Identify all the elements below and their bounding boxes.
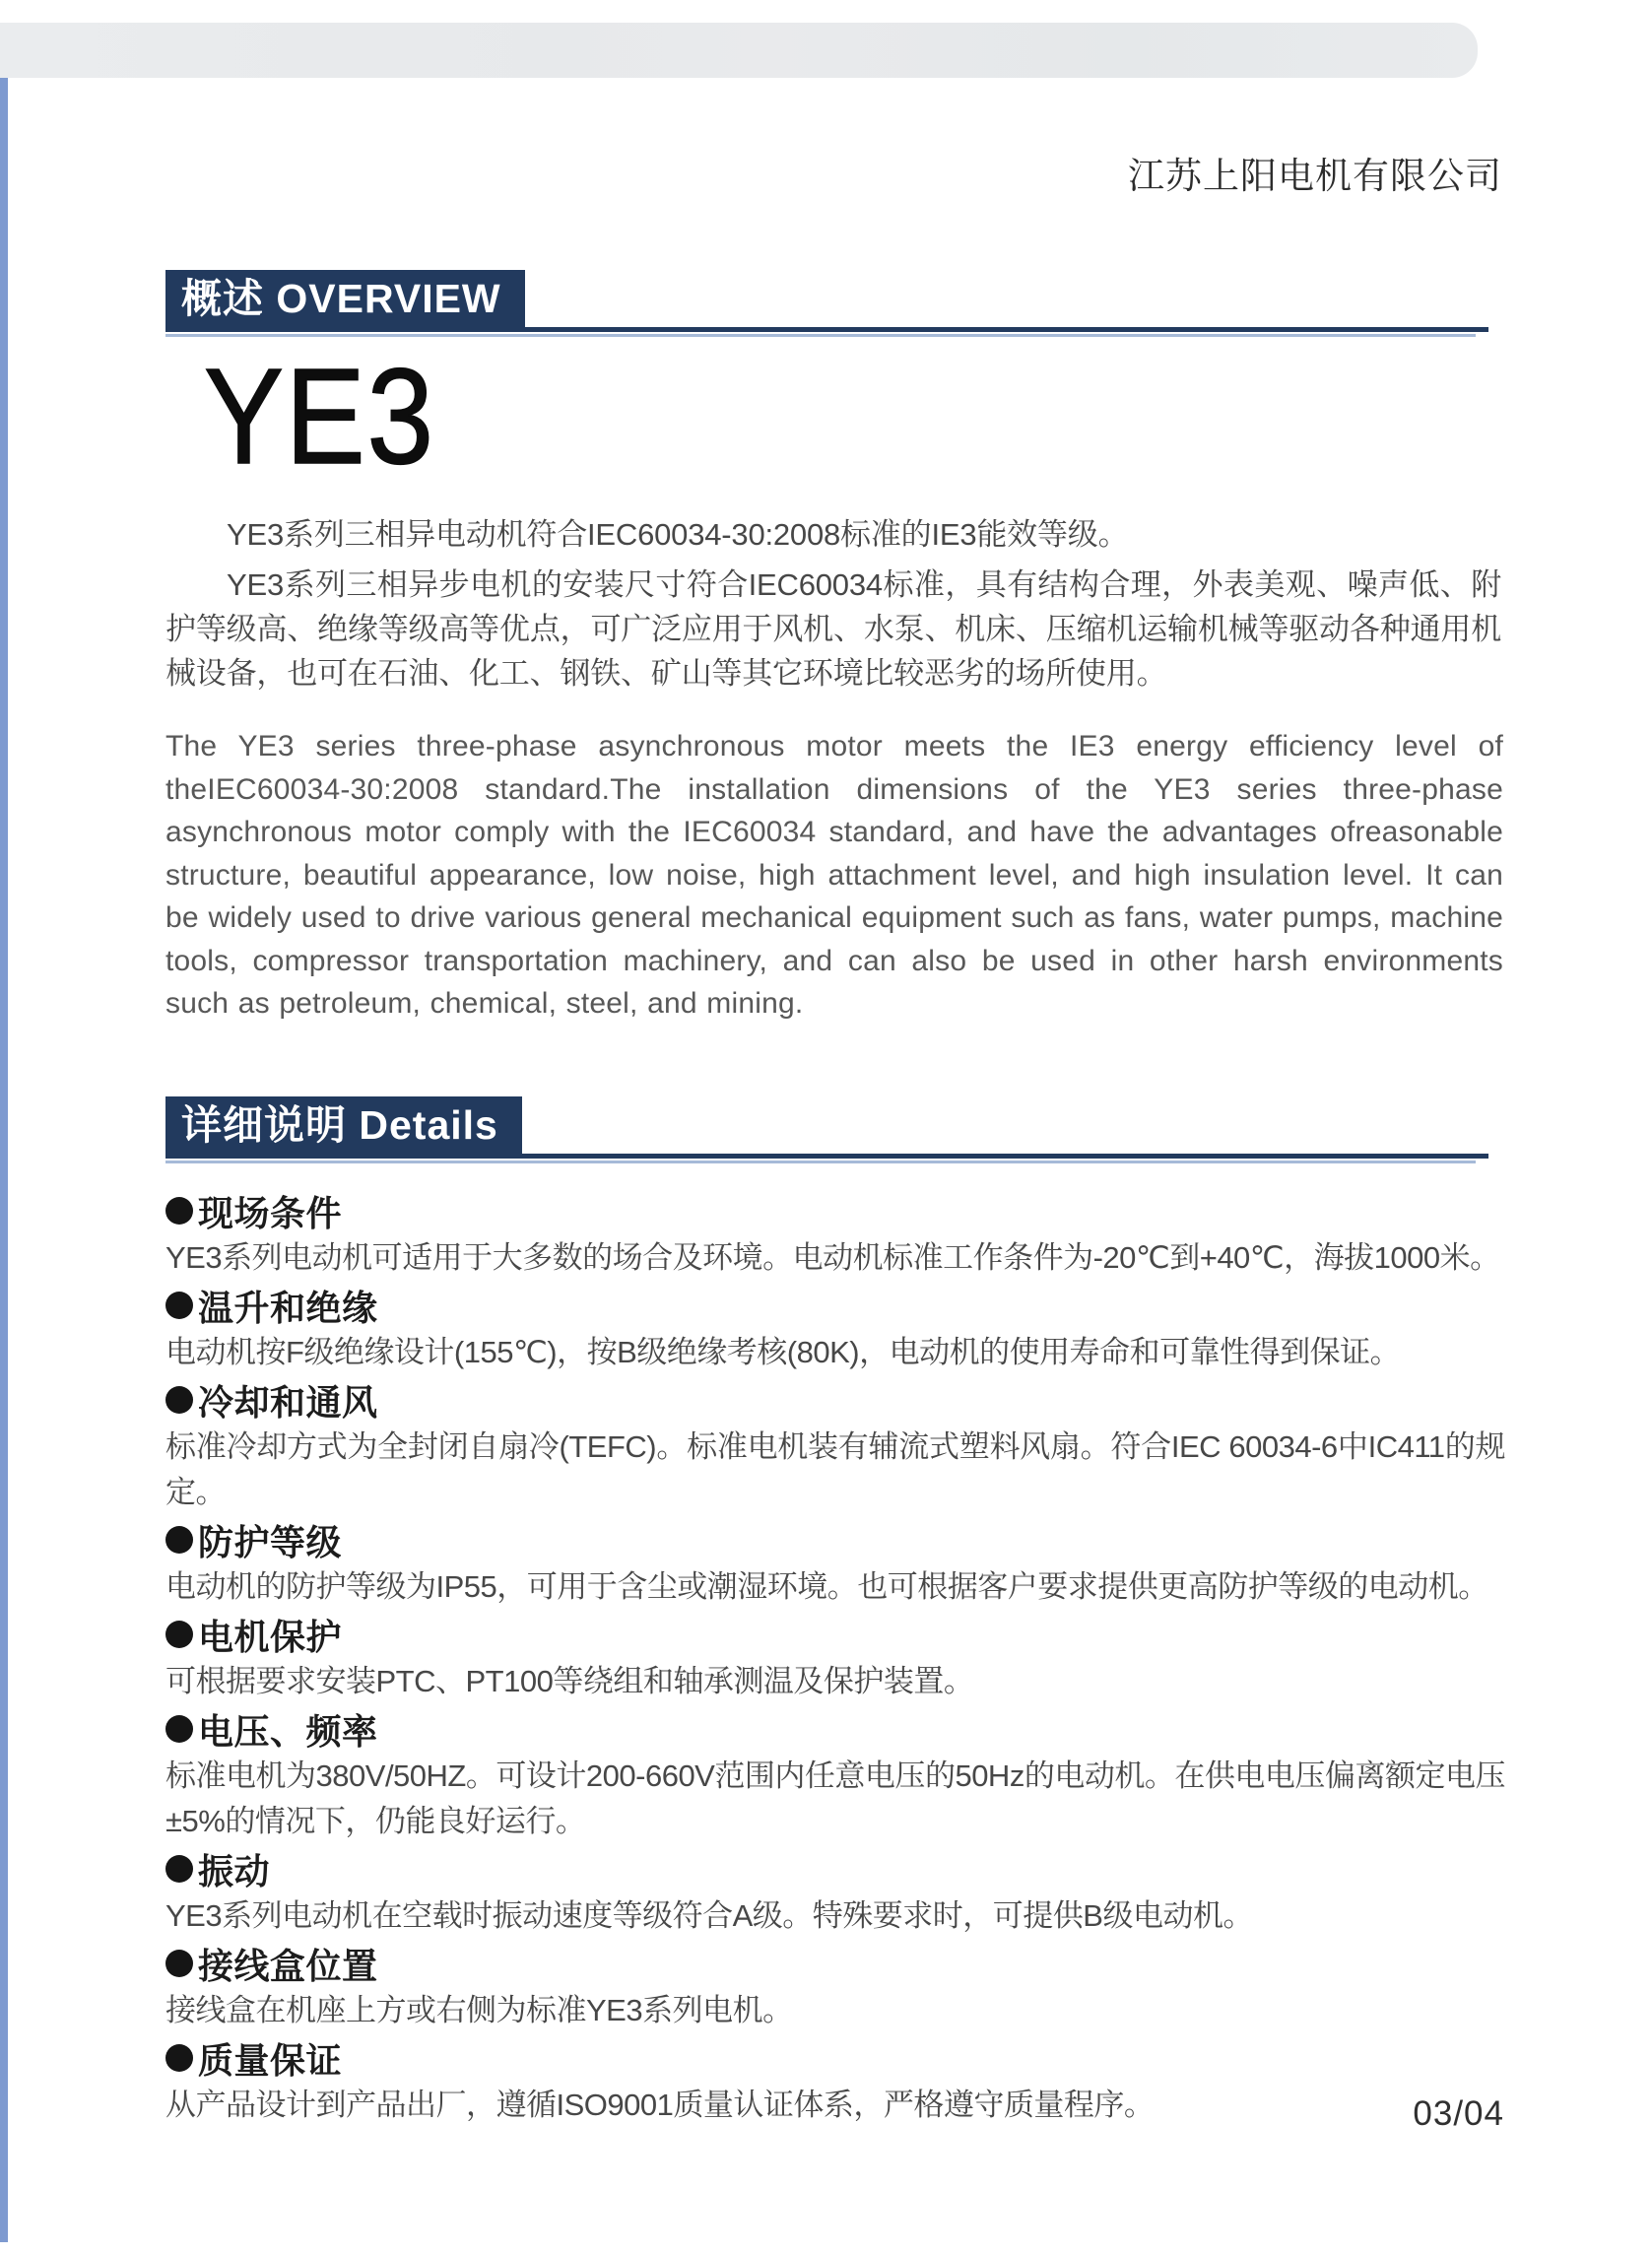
section-badge-overview: 概述 OVERVIEW — [165, 270, 525, 327]
bullet-icon — [165, 1621, 193, 1648]
detail-item-body: YE3系列电动机可适用于大多数的场合及环境。电动机标准工作条件为-20℃到+40℃，海拔1000米。 — [165, 1240, 1500, 1275]
detail-item-body: 电动机按F级绝缘设计(155℃)，按B级绝缘考核(80K)，电动机的使用寿命和可靠性得到保证。 — [165, 1335, 1401, 1369]
detail-item — [165, 1610, 1505, 1704]
detail-item-body: 接线盒在机座上方或右侧为标准YE3系列电机。 — [165, 1993, 793, 2027]
bullet-icon — [165, 1526, 193, 1554]
detail-item — [165, 1939, 1505, 2033]
page-number: 03/04 — [1413, 2094, 1504, 2133]
detail-item-title: 冷却和通风 — [198, 1381, 378, 1423]
product-title: YE3 — [204, 341, 435, 493]
overview-paragraph-zh-2: YE3系列三相异步电机的安装尺寸符合IEC60034标准，具有结构合理，外表美观、噪声低、附护等级高、绝缘等级高等优点，可广泛应用于风机、水泵、机床、压缩机运输机械等驱动各种通用机械设备，也可在石油、化工、钢铁、矿山等其它环境比较恶劣的场所使用。 — [165, 567, 1501, 691]
bullet-icon — [165, 1855, 193, 1883]
bullet-icon — [165, 1292, 193, 1319]
detail-item — [165, 1186, 1505, 1281]
detail-item-header — [165, 1704, 1505, 1754]
detail-item-header — [165, 1281, 1505, 1330]
detail-item — [165, 2033, 1505, 2128]
section-header-details — [165, 1096, 1488, 1163]
bullet-icon — [165, 1715, 193, 1743]
section-rule-light — [165, 1161, 1476, 1163]
company-name: 江苏上阳电机有限公司 — [1128, 156, 1502, 196]
section-badge-details: 详细说明 Details — [165, 1096, 522, 1154]
detail-item-title: 电机保护 — [198, 1616, 343, 1657]
details-list — [165, 1186, 1505, 2128]
detail-item-header — [165, 1186, 1505, 1235]
detail-item-title: 电压、频率 — [198, 1710, 378, 1752]
detail-item-header — [165, 2033, 1505, 2083]
detail-item-header — [165, 1939, 1505, 1988]
detail-item-header — [165, 1515, 1505, 1564]
overview-paragraph-zh-1: YE3系列三相异电动机符合IEC60034-30:2008标准的IE3能效等级。 — [227, 517, 1129, 552]
overview-paragraph-en: The YE3 series three-phase asynchronous motor meets the IE3 energy efficiency level of theIEC60034-30:2008 standard.The installation dimensions of the YE3 series three-phase asynchronous motor comply with the IEC60034 standard, and have the advantages ofreasonable structure, beautiful appearance, low noise, high attachment level, and high insulation level. It can be widely used to drive various general mechanical equipment such as fans, water pumps, machine tools, compressor transportation machinery, and can also be used in other harsh environments such as petroleum, chemical, steel, and mining. — [165, 730, 1503, 1020]
detail-item — [165, 1844, 1505, 1939]
detail-item-body: 标准冷却方式为全封闭自扇冷(TEFC)。标准电机装有辅流式塑料风扇。符合IEC 60034-6中IC411的规定。 — [165, 1429, 1505, 1509]
detail-item — [165, 1515, 1505, 1610]
detail-item-body: YE3系列电动机在空载时振动速度等级符合A级。特殊要求时，可提供B级电动机。 — [165, 1898, 1253, 1933]
detail-item-header — [165, 1610, 1505, 1659]
bullet-icon — [165, 1950, 193, 1977]
left-accent-strip — [0, 78, 8, 2242]
overview-intro-zh — [165, 512, 1501, 696]
detail-item — [165, 1704, 1505, 1844]
detail-item-title: 温升和绝缘 — [198, 1287, 378, 1328]
bullet-icon — [165, 1197, 193, 1225]
detail-item-title: 质量保证 — [198, 2039, 343, 2081]
detail-item-title: 接线盒位置 — [198, 1945, 378, 1986]
section-header-overview — [165, 270, 1488, 337]
bullet-icon — [165, 2044, 193, 2072]
detail-item — [165, 1281, 1505, 1375]
detail-item-title: 防护等级 — [198, 1521, 343, 1562]
detail-item-header — [165, 1375, 1505, 1425]
section-rule-dark — [165, 1154, 1488, 1159]
bullet-icon — [165, 1386, 193, 1414]
detail-item-body: 电动机的防护等级为IP55，可用于含尘或潮湿环境。也可根据客户要求提供更高防护等级的电动机。 — [165, 1569, 1488, 1604]
detail-item-body: 从产品设计到产品出厂，遵循ISO9001质量认证体系，严格遵守质量程序。 — [165, 2088, 1155, 2122]
detail-item — [165, 1375, 1505, 1515]
section-rule-light — [165, 334, 1476, 337]
detail-item-header — [165, 1844, 1505, 1893]
detail-item-body: 标准电机为380V/50HZ。可设计200-660V范围内任意电压的50Hz的电动机。在供电电压偏离额定电压±5%的情况下，仍能良好运行。 — [165, 1758, 1505, 1838]
detail-item-title: 振动 — [198, 1850, 271, 1891]
section-rule-dark — [165, 327, 1488, 332]
detail-item-title: 现场条件 — [198, 1192, 343, 1233]
top-decor-bar — [0, 23, 1478, 78]
detail-item-body: 可根据要求安装PTC、PT100等绕组和轴承测温及保护装置。 — [165, 1664, 974, 1698]
